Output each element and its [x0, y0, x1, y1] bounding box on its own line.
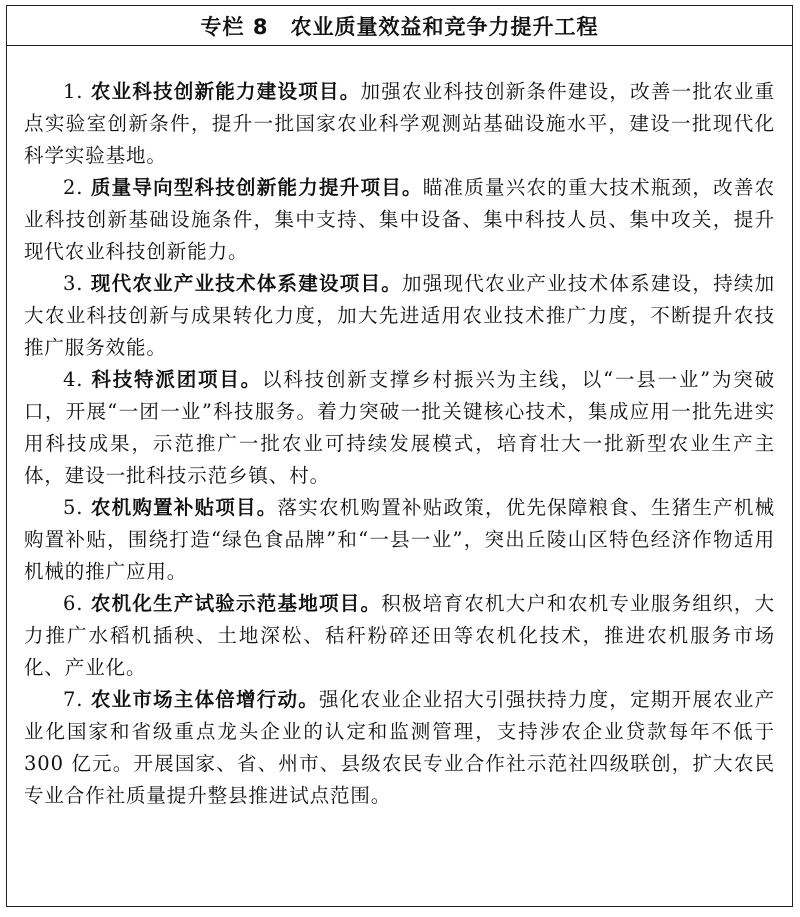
item-7 [24, 684, 775, 812]
column-body [7, 46, 792, 812]
item-text: 瞄准质量兴农的重大技术瓶颈，改善农业科技创新基础设施条件，集中支持、集中设备、集中科技人员、集中攻关，提升现代农业科技创新能力。 [24, 176, 775, 263]
column-title-text: 农业质量效益和竞争力提升工程 [290, 14, 599, 39]
item-number: 7. [63, 688, 84, 711]
item-text: 强化农业企业招大引强扶持力度，定期开展农业产业化国家和省级重点龙头企业的认定和监测管理，支持涉农企业贷款每年不低于 300 亿元。开展国家、省、州市、县级农民专业合作社示范社四级联创，扩大农民专业合作社质量提升整县推进试点范围。 [24, 688, 775, 807]
item-text: 加强农业科技创新条件建设，改善一批农业重点实验室创新条件，提升一批国家农业科学观测站基础设施水平，建设一批现代化科学实验基地。 [24, 80, 775, 167]
item-6 [24, 588, 775, 684]
item-5 [24, 492, 775, 588]
item-number: 3. [63, 272, 84, 295]
item-4 [24, 364, 775, 492]
item-heading: 质量导向型科技创新能力提升项目。 [90, 176, 423, 199]
item-number: 2. [63, 176, 84, 199]
item-number: 1. [63, 80, 84, 103]
item-2 [24, 172, 775, 268]
item-heading: 科技特派团项目。 [91, 368, 262, 391]
item-heading: 农业科技创新能力建设项目。 [90, 80, 361, 103]
column-header [7, 6, 792, 46]
column-tag: 专栏 8 [200, 14, 269, 39]
item-number: 6. [63, 592, 84, 615]
item-3 [24, 268, 775, 364]
item-heading: 现代农业产业技术体系建设项目。 [90, 272, 402, 295]
item-text: 以科技创新支撑乡村振兴为主线，以“一县一业”为突破口，开展“一团一业”科技服务。着力突破一批关键核心技术，集成应用一批先进实用科技成果，示范推广一批农业可持续发展模式，培育壮大一批新型农业生产主体，建设一批科技示范乡镇、村。 [24, 368, 775, 487]
item-heading: 农机化生产试验示范基地项目。 [90, 592, 382, 615]
item-heading: 农业市场主体倍增行动。 [90, 688, 320, 711]
item-text: 积极培育农机大户和农机专业服务组织，大力推广水稻机插秧、土地深松、秸秆粉碎还田等农机化技术，推进农机服务市场化、产业化。 [24, 592, 775, 679]
item-text: 落实农机购置补贴政策，优先保障粮食、生猪生产机械购置补贴，围绕打造“绿色食品牌”和“一县一业”，突出丘陵山区特色经济作物适用机械的推广应用。 [24, 496, 775, 583]
column-title [201, 11, 599, 41]
item-1 [24, 76, 775, 172]
item-number: 4. [63, 368, 84, 391]
column-box [6, 5, 793, 907]
item-heading: 农机购置补贴项目。 [90, 496, 278, 519]
item-number: 5. [63, 496, 84, 519]
item-text: 加强现代农业产业技术体系建设，持续加大农业科技创新与成果转化力度，加大先进适用农业技术推广力度，不断提升农技推广服务效能。 [24, 272, 775, 359]
